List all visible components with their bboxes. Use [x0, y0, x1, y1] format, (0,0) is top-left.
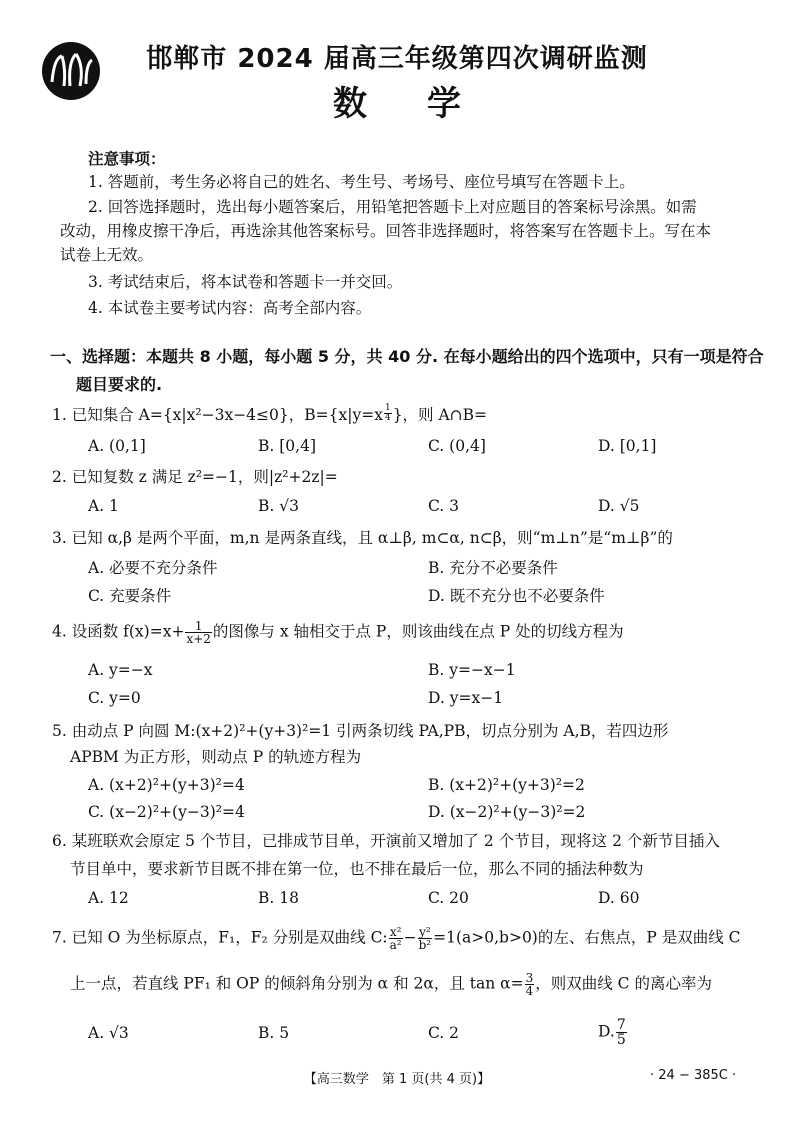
fraction: $\frac{\text{x²}}{\text{a²}}$ — [389, 925, 402, 952]
q5-option-d: D. (x−2)²+(y−3)²=2 — [428, 803, 586, 821]
question-5-stem-cont: APBM 为正方形，则动点 P 的轨迹方程为 — [70, 748, 362, 766]
page-footer: 【高三数学 第 1 页(共 4 页)】 — [303, 1072, 491, 1087]
fraction: $\frac{3}{4}$ — [525, 971, 534, 998]
exam-code: · 24 − 385C · — [650, 1068, 737, 1083]
question-6-stem-cont: 节目单中，要求新节目既不排在第一位，也不排在最后一位，那么不同的插法种数为 — [70, 860, 644, 878]
q1-option-b: B. [0,4] — [258, 437, 316, 455]
q1-option-d: D. [0,1] — [598, 437, 657, 455]
q3-option-c: C. 充要条件 — [88, 587, 172, 605]
fraction: $\frac{1}{x+2}$ — [186, 619, 211, 646]
q2-option-c: C. 3 — [428, 497, 460, 515]
q1-option-a: A. (0,1] — [88, 437, 146, 455]
q3-option-d: D. 既不充分也不必要条件 — [428, 587, 605, 605]
q4-option-b: B. y=−x−1 — [428, 661, 516, 679]
question-3-stem: 3. 已知 α,β 是两个平面，m,n 是两条直线，且 α⊥β, m⊂α, n⊂β，则“m⊥n”是“m⊥β”的 — [52, 529, 673, 547]
q6-option-c: C. 20 — [428, 889, 469, 907]
notice-item: 改动，用橡皮擦干净后，再选涂其他答案标号。回答非选择题时，将答案写在答题卡上。写在本 — [60, 222, 712, 240]
section-heading-cont: 题目要求的. — [76, 375, 163, 394]
question-6-stem: 6. 某班联欢会原定 5 个节目，已排成节目单，开演前又增加了 2 个节目，现将这 2 个新节目插入 — [52, 832, 720, 850]
q1-option-c: C. (0,4] — [428, 437, 486, 455]
notice-item: 1. 答题前，考生务必将自己的姓名、考生号、考场号、座位号填写在答题卡上。 — [88, 173, 635, 191]
q7-option-d: D. $\frac{7}{5}$ — [598, 1017, 626, 1048]
notice-heading: 注意事项： — [88, 150, 166, 168]
question-1-stem: 1. 已知集合 A={x|x²−3x−4≤0}，B={x|y=x $\frac{1}{4}$ }，则 A∩B= — [52, 403, 488, 424]
question-7-stem: 7. 已知 O 为坐标原点，F₁，F₂ 分别是双曲线 C: $\frac{\text{x²}}{\text{a²}}$ − $\frac{\text{y²}}{\text{b²}}$ =1(a>0,b>0)的左、右焦点，P 是双曲线 C — [52, 925, 741, 952]
q3-option-b: B. 充分不必要条件 — [428, 559, 558, 577]
subject-title: 数学 — [333, 84, 521, 124]
question-4-stem: 4. 设函数 f(x)=x+ $\frac{1}{x+2}$ 的图像与 x 轴相交于点 P，则该曲线在点 P 处的切线方程为 — [52, 619, 624, 646]
question-7-stem-cont: 上一点，若直线 PF₁ 和 OP 的倾斜角分别为 α 和 2α，且 tan α= $\frac{3}{4}$ ，则双曲线 C 的离心率为 — [70, 971, 712, 998]
q7-option-a: A. √3 — [88, 1024, 129, 1042]
notice-item: 4. 本试卷主要考试内容：高考全部内容。 — [88, 299, 372, 317]
q6-option-a: A. 12 — [88, 889, 129, 907]
q2-option-d: D. √5 — [598, 497, 640, 515]
q7-option-c: C. 2 — [428, 1024, 460, 1042]
notice-item: 3. 考试结束后，将本试卷和答题卡一并交回。 — [88, 273, 403, 291]
fraction: $\frac{\text{y²}}{\text{b²}}$ — [418, 925, 432, 952]
q4-option-c: C. y=0 — [88, 689, 141, 707]
q7-option-b: B. 5 — [258, 1024, 290, 1042]
q2-option-a: A. 1 — [88, 497, 119, 515]
q6-option-b: B. 18 — [258, 889, 299, 907]
section-heading: 一、选择题：本题共 8 小题，每小题 5 分，共 40 分. 在每小题给出的四个选项中，只有一项是符合 — [50, 347, 764, 366]
question-2-stem: 2. 已知复数 z 满足 z²=−1，则|z²+2z|= — [52, 468, 338, 486]
notice-item: 2. 回答选择题时，选出每小题答案后，用铅笔把答题卡上对应题目的答案标号涂黑。如需 — [88, 198, 697, 216]
q5-option-c: C. (x−2)²+(y−3)²=4 — [88, 803, 245, 821]
question-5-stem: 5. 由动点 P 向圆 M:(x+2)²+(y+3)²=1 引两条切线 PA,PB，切点分别为 A,B，若四边形 — [52, 722, 669, 740]
q5-option-b: B. (x+2)²+(y+3)²=2 — [428, 776, 585, 794]
exam-title: 邯郸市 2024 届高三年级第四次调研监测 — [146, 44, 648, 74]
q2-option-b: B. √3 — [258, 497, 299, 515]
q5-option-a: A. (x+2)²+(y+3)²=4 — [88, 776, 245, 794]
exponent-fraction: $\frac{1}{4}$ — [384, 403, 391, 423]
q4-option-a: A. y=−x — [88, 661, 153, 679]
q6-option-d: D. 60 — [598, 889, 640, 907]
q4-option-d: D. y=x−1 — [428, 689, 504, 707]
q3-option-a: A. 必要不充分条件 — [88, 559, 218, 577]
notice-item: 试卷上无效。 — [60, 246, 154, 264]
